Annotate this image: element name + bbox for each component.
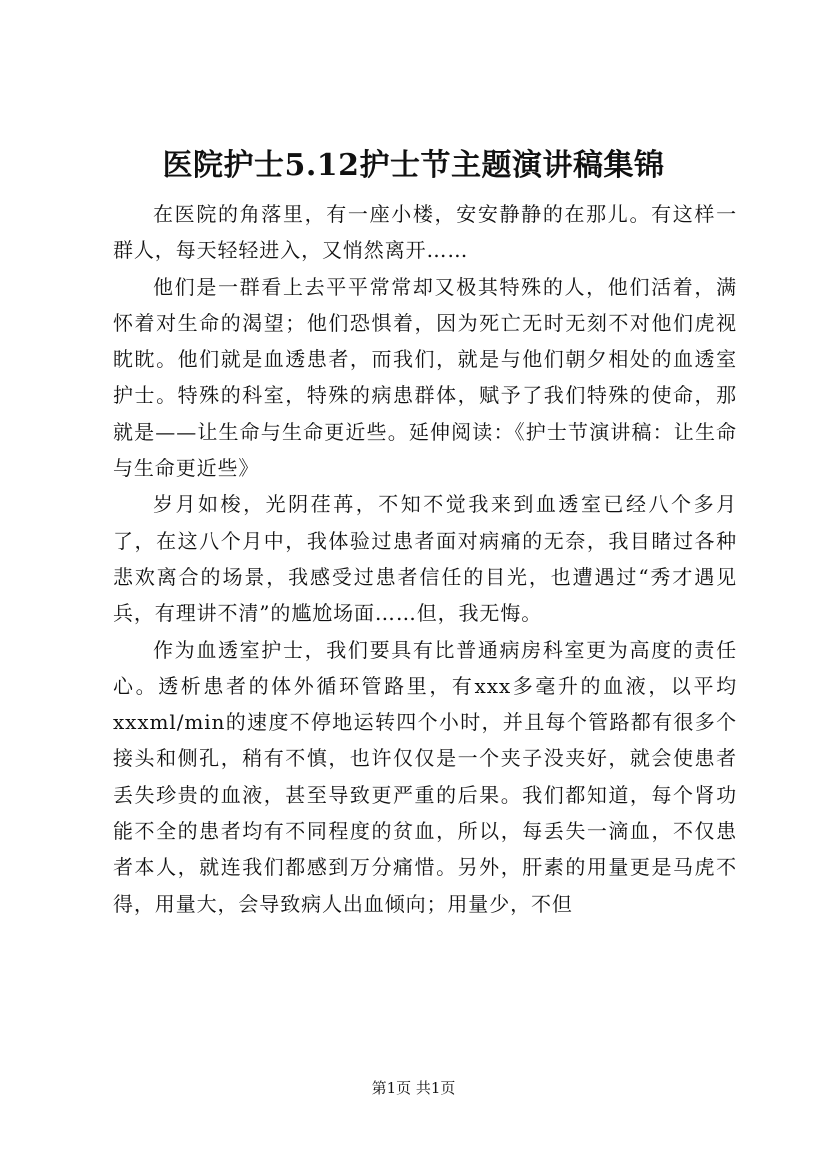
paragraph-4: 作为血透室护士，我们要具有比普通病房科室更为高度的责任心。透析患者的体外循环管路里，有xxx多毫升的血液，以平均xxxml/min的速度不停地运转四个小时，并且每个管路都有很多个接头和侧孔，稍有不慎，也许仅仅是一个夹子没夹好，就会使患者丢失珍贵的血液，甚至导致更严重的后果。我们都知道，每个肾功能不全的患者均有不同程度的贫血，所以，每丢失一滴血，不仅患者本人，就连我们都感到万分痛惜。另外，肝素的用量更是马虎不得，用量大，会导致病人出血倾向；用量少，不但 bbox=[113, 637, 737, 916]
document-title: 医院护士5.12护士节主题演讲稿集锦 bbox=[162, 148, 665, 183]
page-number-footer: 第1页 共1页 bbox=[371, 1079, 456, 1097]
paragraph-2: 他们是一群看上去平平常常却又极其特殊的人，他们活着，满怀着对生命的渴望；他们恐惧着，因为死亡无时无刻不对他们虎视眈眈。他们就是血透患者，而我们，就是与他们朝夕相处的血透室护士。特殊的科室，特殊的病患群体，赋予了我们特殊的使命，那就是——让生命与生命更近些。延伸阅读：《护士节演讲稿：让生命与生命更近些》 bbox=[113, 274, 737, 481]
document-body bbox=[113, 196, 737, 922]
paragraph-1: 在医院的角落里，有一座小楼，安安静静的在那儿。有这样一群人，每天轻轻进入，又悄然离开…… bbox=[113, 202, 737, 263]
paragraph-3: 岁月如梭，光阴荏苒，不知不觉我来到血透室已经八个多月了，在这八个月中，我体验过患者面对病痛的无奈，我目睹过各种悲欢离合的场景，我感受过患者信任的目光，也遭遇过“秀才遇见兵，有理讲不清”的尴尬场面……但，我无悔。 bbox=[113, 492, 737, 626]
